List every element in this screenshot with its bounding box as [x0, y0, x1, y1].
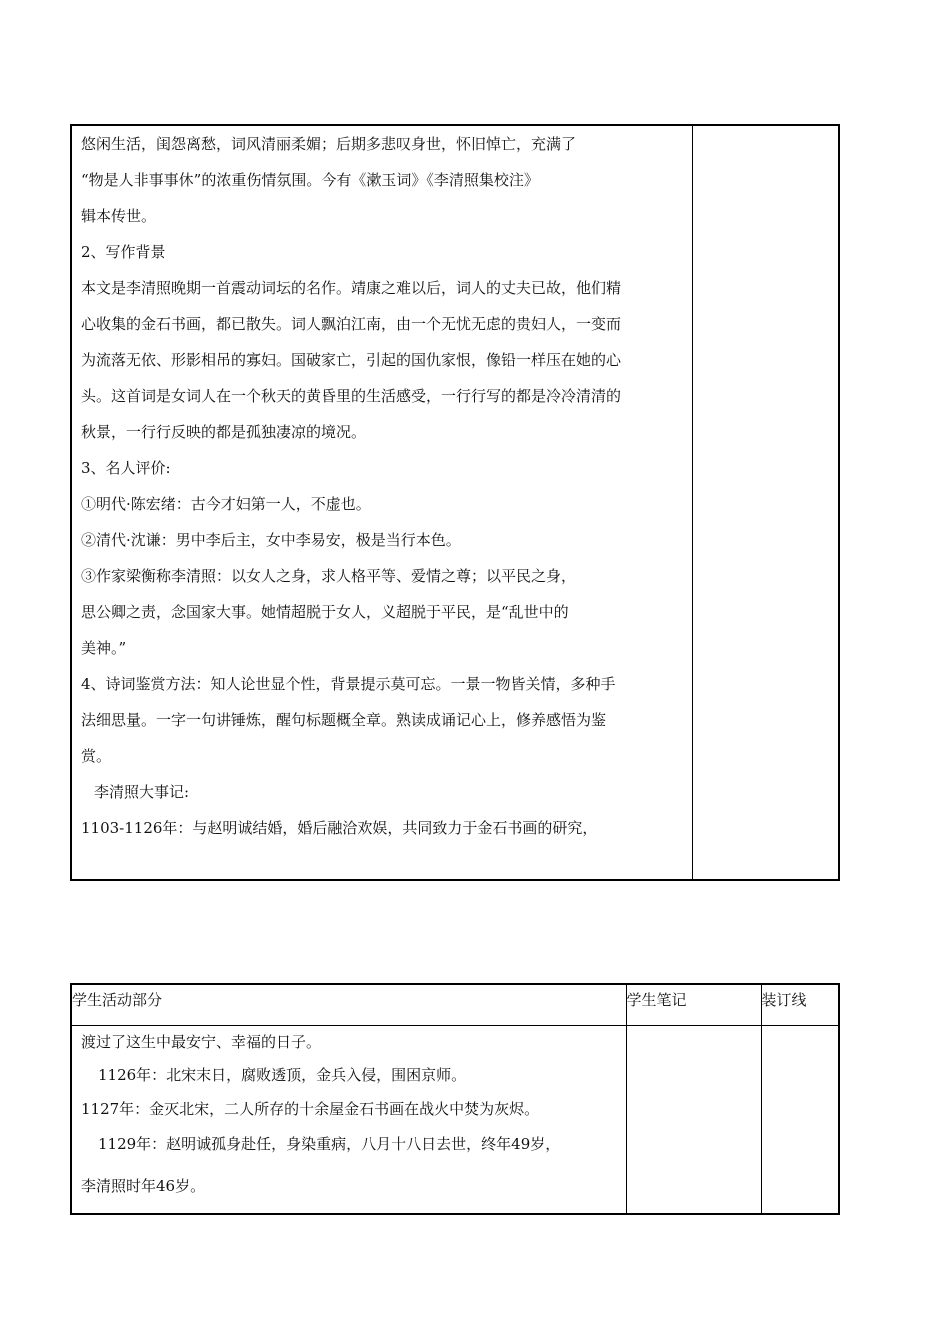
page1-content-cell: [71, 125, 692, 880]
text-line: 美神。”: [81, 639, 127, 657]
page2-binding-cell: [761, 1026, 839, 1215]
text-line: 渡过了这生中最安宁、幸福的日子。: [81, 1033, 322, 1051]
text-line: 秋景，一行行反映的都是孤独凄凉的境况。: [81, 423, 367, 441]
text-line: “物是人非事事休”的浓重伤情氛围。今有《漱玉词》《李清照集校注》: [81, 171, 539, 189]
text-line: ①明代·陈宏绪：古今才妇第一人，不虚也。: [81, 495, 371, 513]
page2-table: [70, 983, 840, 1215]
section-heading: 2、写作背景: [81, 243, 166, 261]
text-line: 辑本传世。: [81, 207, 157, 225]
text-line: 李清照大事记:: [94, 783, 190, 801]
text-line: 悠闲生活，闺怨离愁，词风清丽柔媚；后期多悲叹身世，怀旧悼亡，充满了: [81, 135, 577, 153]
text-line: 法细思量。一字一句讲锤炼，醒句标题概全章。熟读成诵记心上，修养感悟为鉴: [81, 711, 607, 729]
text-line: 1127年：金灭北宋，二人所存的十余屋金石书画在战火中焚为灰烬。: [81, 1100, 540, 1118]
text-line: 为流落无依、形影相吊的寡妇。国破家亡，引起的国仇家恨，像铅一样压在她的心: [81, 351, 622, 369]
page2-notes-cell: [626, 1026, 761, 1215]
header-student-activity: 学生活动部分: [71, 984, 626, 1026]
text-line: 赏。: [81, 747, 112, 765]
header-binding-line: 装订线: [761, 984, 839, 1026]
page2-content-cell: [71, 1026, 626, 1215]
section-heading: 4、诗词鉴赏方法：知人论世显个性，背景提示莫可忘。一景一物皆关情，多种手: [81, 675, 616, 693]
text-line: 1126年：北宋末日，腐败透顶，金兵入侵，围困京师。: [98, 1066, 467, 1084]
text-line: 本文是李清照晚期一首震动词坛的名作。靖康之难以后，词人的丈夫已故，他们精: [81, 279, 622, 297]
header-student-notes: 学生笔记: [626, 984, 761, 1026]
page1-table: [70, 124, 840, 881]
text-line: ②清代·沈谦：男中李后主，女中李易安，极是当行本色。: [81, 531, 461, 549]
text-line: 心收集的金石书画，都已散失。词人飘泊江南，由一个无忧无虑的贵妇人，一变而: [81, 315, 622, 333]
page1-notes-cell: [692, 125, 839, 880]
section-heading: 3、名人评价:: [81, 459, 171, 477]
text-line: 头。这首词是女词人在一个秋天的黄昏里的生活感受，一行行写的都是冷冷清清的: [81, 387, 622, 405]
text-line: 李清照时年46岁。: [81, 1177, 206, 1195]
text-line: 1129年：赵明诚孤身赴任，身染重病，八月十八日去世，终年49岁，: [98, 1135, 561, 1153]
text-line: 1103-1126年：与赵明诚结婚，婚后融洽欢娱，共同致力于金石书画的研究，: [81, 819, 598, 837]
text-line: ③作家梁衡称李清照：以女人之身，求人格平等、爱情之尊；以平民之身，: [81, 567, 577, 585]
text-line: 思公卿之责，念国家大事。她情超脱于女人，义超脱于平民，是“乱世中的: [81, 603, 569, 621]
